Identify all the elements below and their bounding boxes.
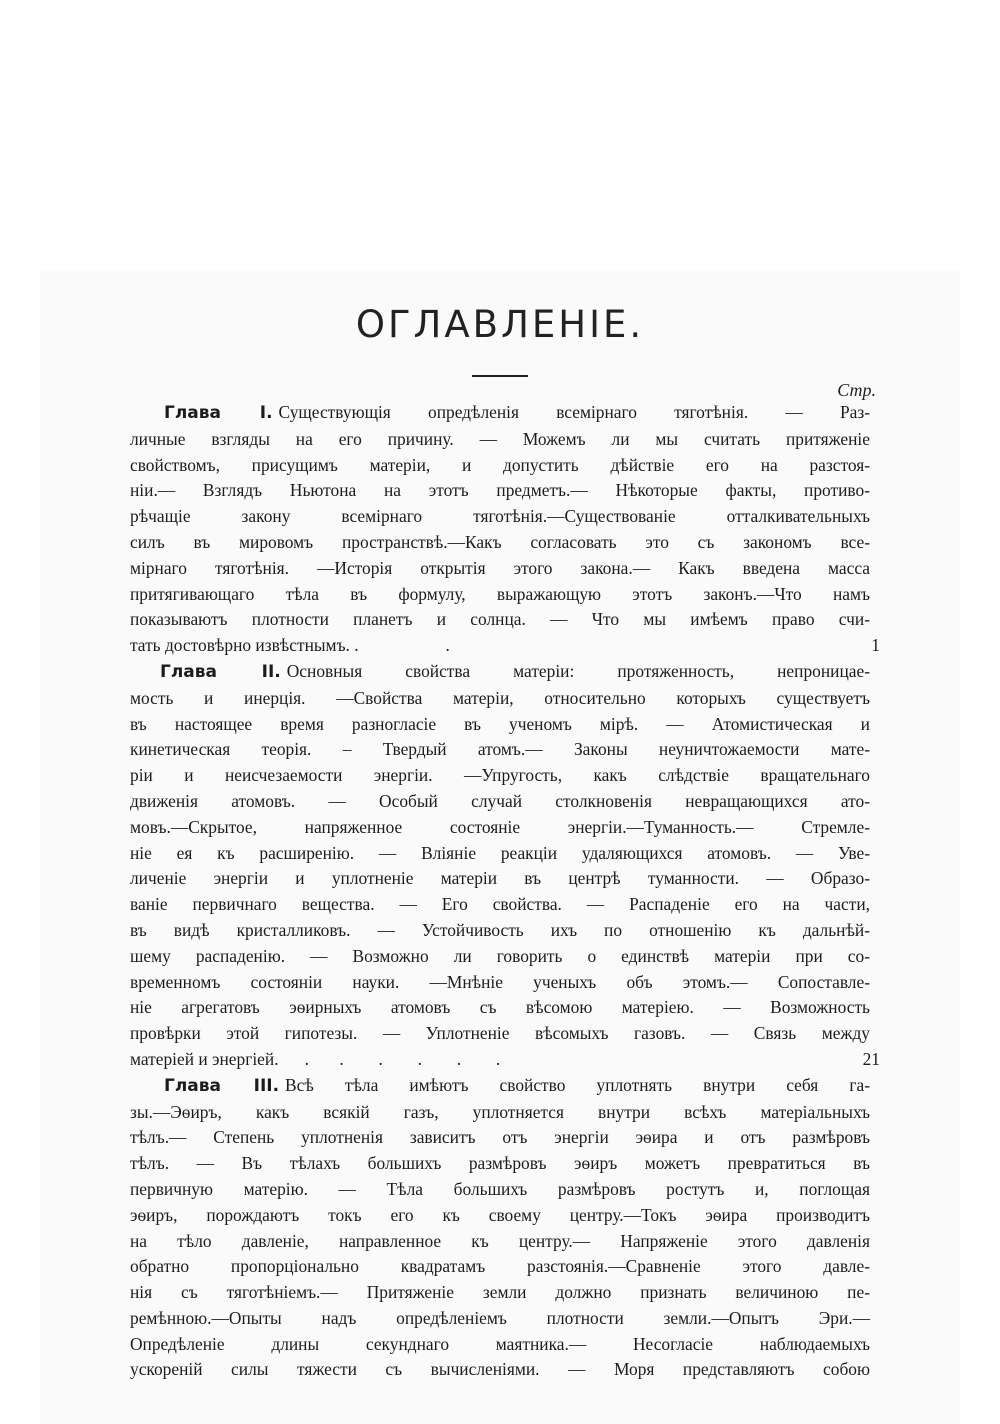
toc-line: нія съ тяготѣніемъ.— Притяженіе земли должно признать величиною пе- xyxy=(130,1282,870,1303)
toc-line: провѣрки этой гипотезы. — Уплотненіе вѣсомыхъ газовъ. — Связь между xyxy=(130,1023,870,1044)
toc-line: ремѣнною.—Опыты надъ опредѣленіемъ плотности земли.—Опытъ Эри.— xyxy=(130,1307,870,1328)
chapter-label: Глава III. xyxy=(164,1075,280,1096)
toc-line: шему распаденію. — Возможно ли говорить о единствѣ матеріи при со- xyxy=(130,945,870,966)
toc-line: ніи.— Взглядъ Ньютона на этотъ предметъ.— Нѣкоторые факты, противо- xyxy=(130,480,870,501)
toc-line: тать достовѣрно извѣстнымъ. . . 1 xyxy=(130,633,870,659)
toc-line: въ видѣ кристалликовъ. — Устойчивость ихъ по отношенію къ дальнѣй- xyxy=(130,919,870,940)
toc-line: въ настоящее время разногласіе въ ученомъ мірѣ. — Атомистическая и xyxy=(130,713,870,734)
chapter-label: Глава I. xyxy=(164,403,273,423)
toc-line: рѣчащіе закону всемірнаго тяготѣнія.—Существованіе отталкивательныхъ xyxy=(130,506,870,527)
toc-line: ріи и неисчезаемости энергіи. —Упругость, какъ слѣдствіе вращательнаго xyxy=(130,765,870,786)
toc-line: тѣлъ.— Степень уплотненія зависитъ отъ энергіи эѳира и отъ размѣровъ xyxy=(130,1127,870,1148)
toc-line: первичную матерію. — Тѣла большихъ размѣровъ ростутъ и, поглощая xyxy=(130,1178,870,1199)
toc-line: силъ въ мировомъ пространствѣ.—Какъ согласовать это съ закономъ все- xyxy=(130,531,870,552)
page-column-header: Стр. xyxy=(837,380,876,400)
toc-line: свойствомъ, присущимъ матеріи, и допустить дѣйствіе его на разстоя- xyxy=(130,454,870,475)
toc-line: притягивающаго тѣла въ формулу, выражающую этотъ законъ.—Что намъ xyxy=(130,583,870,604)
toc-line: зы.—Эѳиръ, какъ всякій газъ, уплотняется внутри всѣхъ матеріальныхъ xyxy=(130,1101,870,1122)
toc-line: ваніе первичнаго вещества. — Его свойства. — Распаденіе его на части, xyxy=(130,894,870,915)
page-title: ОГЛАВЛЕНІЕ. xyxy=(355,303,645,346)
toc-line: личеніе энергіи и уплотненіе матеріи въ центрѣ туманности. — Образо- xyxy=(130,868,870,889)
toc-line: ніе агрегатовъ эѳирныхъ атомовъ съ вѣсомою матеріею. — Возможность xyxy=(130,997,870,1018)
toc-entry-chapter-3[interactable] xyxy=(130,1073,870,1384)
toc-line: показываютъ плотности планетъ и солнца. — Что мы имѣемъ право счи- xyxy=(130,609,870,630)
toc-line: мовъ.—Скрытое, напряженное состояніе энергіи.—Туманность.— Стремле- xyxy=(130,816,870,837)
toc-line: ускореній силы тяжести съ вычисленіями. — Моря представляютъ собою xyxy=(130,1359,870,1380)
toc-line: тѣлъ. — Въ тѣлахъ большихъ размѣровъ эѳиръ можетъ превратиться въ xyxy=(130,1153,870,1174)
toc-line: Глава III. Всѣ тѣла имѣютъ свойство уплотнять внутри себя га- xyxy=(164,1074,870,1096)
page-number: 1 xyxy=(871,635,880,656)
toc-line: движенія атомовъ. — Особый случай столкновенія невращающихся ато- xyxy=(130,790,870,811)
toc-line: Глава I. Существующія опредѣленія всемірнаго тяготѣнія. — Раз- xyxy=(164,402,871,423)
toc-line: кинетическая теорія. – Твердый атомъ.— Законы неуничтожаемости мате- xyxy=(130,739,870,760)
toc-line: эѳиръ, порождаютъ токъ его къ своему центру.—Токъ эѳира производитъ xyxy=(130,1204,870,1225)
title-divider xyxy=(472,375,528,377)
toc-line: временномъ состояніи науки. —Мнѣніе ученыхъ объ этомъ.— Сопоставле- xyxy=(130,971,870,992)
toc-line: личные взгляды на его причину. — Можемъ ли мы считать притяженіе xyxy=(130,428,870,449)
toc-line: мірнаго тяготѣнія. —Исторія открытія этого закона.— Какъ введена масса xyxy=(130,557,870,578)
toc-entry-chapter-1[interactable] xyxy=(130,400,880,659)
toc-line: мость и инерція. —Свойства матеріи, относительно которыхъ существуетъ xyxy=(130,687,870,708)
toc-line: Глава II. Основныя свойства матеріи: протяженность, непроницае- xyxy=(160,660,870,682)
toc-line: Опредѣленіе длины секунднаго маятника.— Несогласіе наблюдаемыхъ xyxy=(130,1333,870,1354)
table-of-contents xyxy=(130,400,880,1383)
toc-entry-chapter-2[interactable] xyxy=(130,659,880,1073)
toc-line: на тѣло давленіе, направленное къ центру.— Напряженіе этого давленія xyxy=(130,1230,870,1251)
chapter-label: Глава II. xyxy=(160,661,281,682)
toc-line: обратно пропорціонально квадратамъ разстоянія.—Сравненіе этого давле- xyxy=(130,1256,870,1277)
toc-line: матеріей и энергіей. . . . . . . 21 xyxy=(130,1047,870,1073)
page-number: 21 xyxy=(862,1048,880,1069)
toc-line: ніе ея къ расширенію. — Вліяніе реакціи удаляющихся атомовъ. — Уве- xyxy=(130,842,870,863)
